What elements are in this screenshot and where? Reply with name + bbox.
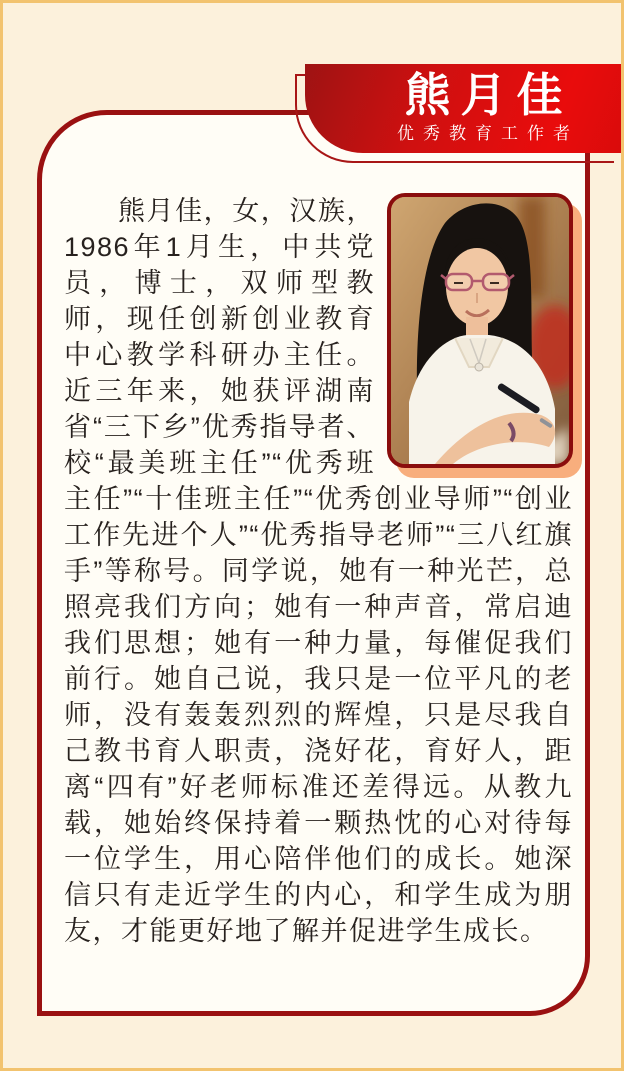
name-banner bbox=[305, 64, 624, 153]
bio-card-body bbox=[42, 115, 585, 1011]
honor-subtitle: 优秀教育工作者 bbox=[397, 124, 579, 143]
portrait-photo-illustration bbox=[391, 197, 569, 464]
bio-paragraph: 熊月佳，女，汉族，1986年1月生，中共党员，博士，双师型教师，现任创新创业教育中心教学科研办主任。近三年来，她获评湖南省“三下乡”优秀指导者、校“最美班主任”“优秀班主任”“十佳班主任”“优秀创业导师”“创业工作先进个人”“优秀指导老师”“三八红旗手”等称号。同学说，她有一种光芒，总照亮我们方向；她有一种声音，常启迪我们思想；她有一种力量，每催促我们前行。她自己说，我只是一位平凡的老师，没有轰轰烈烈的辉煌，只是尽我自己教书育人职责，浇好花，育好人，距离“四有”好老师标准还差得远。从教九载，她始终保持着一颗热忱的心对待每一位学生，用心陪伴他们的成长。她深信只有走近学生的内心，和学生成为朋友，才能更好地了解并促进学生成长。 bbox=[64, 196, 573, 946]
bio-card bbox=[37, 110, 590, 1016]
portrait-photo bbox=[387, 193, 573, 468]
person-name: 熊月佳 bbox=[404, 69, 573, 121]
